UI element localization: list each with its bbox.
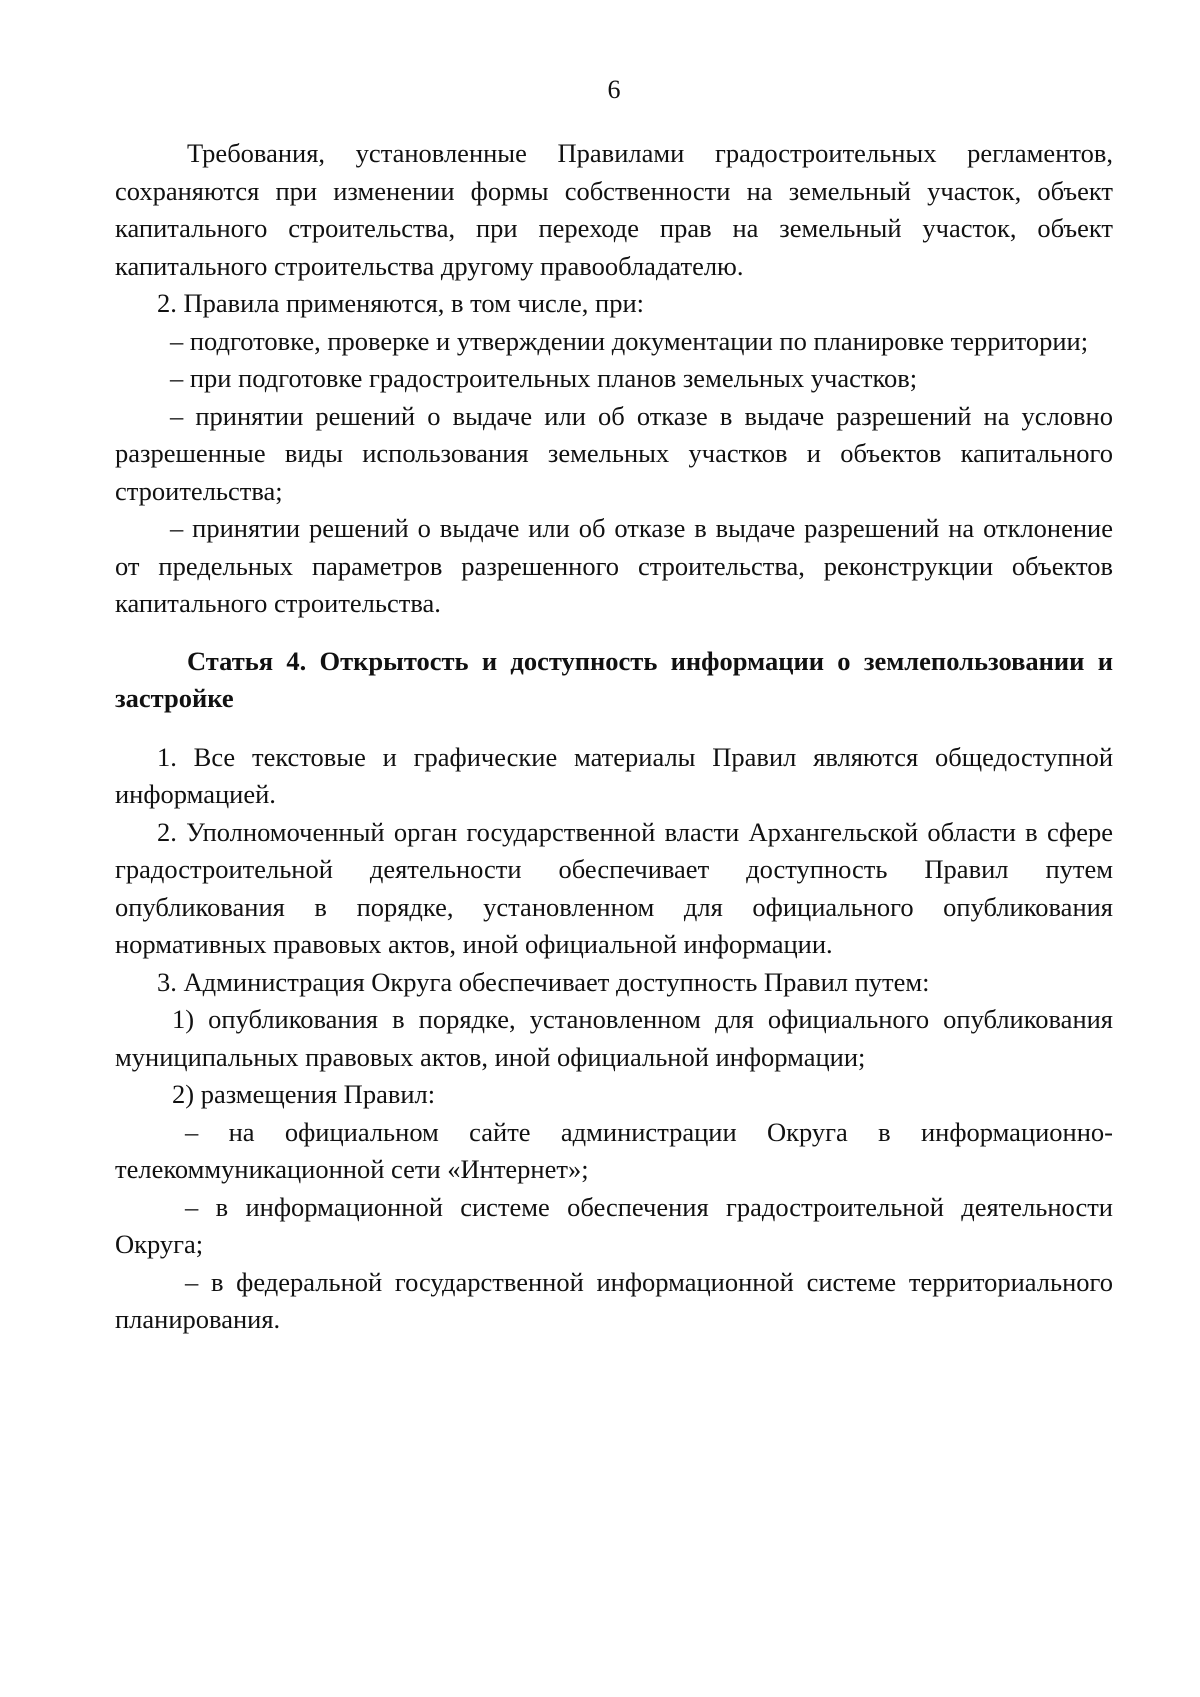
list-item-planning-documentation: – подготовке, проверке и утверждении документации по планировке территории; [170,325,1089,356]
page-number: 6 [607,75,621,104]
list-item-federal-system: – в федеральной государственной информационной системе территориального планирования. [115,1266,1113,1334]
paragraph-public-materials: 1. Все текстовые и графические материалы Правил являются общедоступной информацией. [115,741,1113,809]
list-item-urban-plans: – при подготовке градостроительных планов земельных участков; [170,363,918,393]
list-item-official-site: – на официальном сайте администрации Округа в информационно-телекоммуникационной сети «Интернет»; [115,1116,1113,1184]
paragraph-regional-authority: 2. Уполномоченный орган государственной власти Архангельской области в сфере градостроительной деятельности обеспечивает доступность Правил путем опубликования в порядке, установленном для официального опубликования нормативных правовых актов, иной официальной информации. [115,816,1113,959]
list-item-info-system: – в информационной системе обеспечения градостроительной деятельности Округа; [115,1191,1113,1259]
subitem-publication: 1) опубликования в порядке, установленном для официального опубликования муниципальных правовых актов, иной официальной информации; [115,1004,1113,1072]
list-item-deviation-permits: – принятии решений о выдаче или об отказе в выдаче разрешений на отклонение от предельных параметров разрешенного строительства, реконструкции объектов капитального строительства. [115,513,1113,618]
subitem-placement: 2) размещения Правил: [172,1079,436,1109]
paragraph-requirements: Требования, установленные Правилами градостроительных регламентов, сохраняются при изменении формы собственности на земельный участок, объект капитального строительства, при переходе прав на земельный участок, объект капитального строительства другому правообладателю. [115,138,1113,281]
page-content [115,135,1113,1339]
paragraph-rules-applied: 2. Правила применяются, в том числе, при: [157,288,645,318]
article-4-heading: Статья 4. Открытость и доступность информации о землепользовании и застройке [115,645,1113,713]
paragraph-administration: 3. Администрация Округа обеспечивает доступность Правил путем: [157,966,930,997]
list-item-conditional-use-permits: – принятии решений о выдаче или об отказе в выдаче разрешений на условно разрешенные виды использования земельных участков и объектов капитального строительства; [115,400,1113,506]
